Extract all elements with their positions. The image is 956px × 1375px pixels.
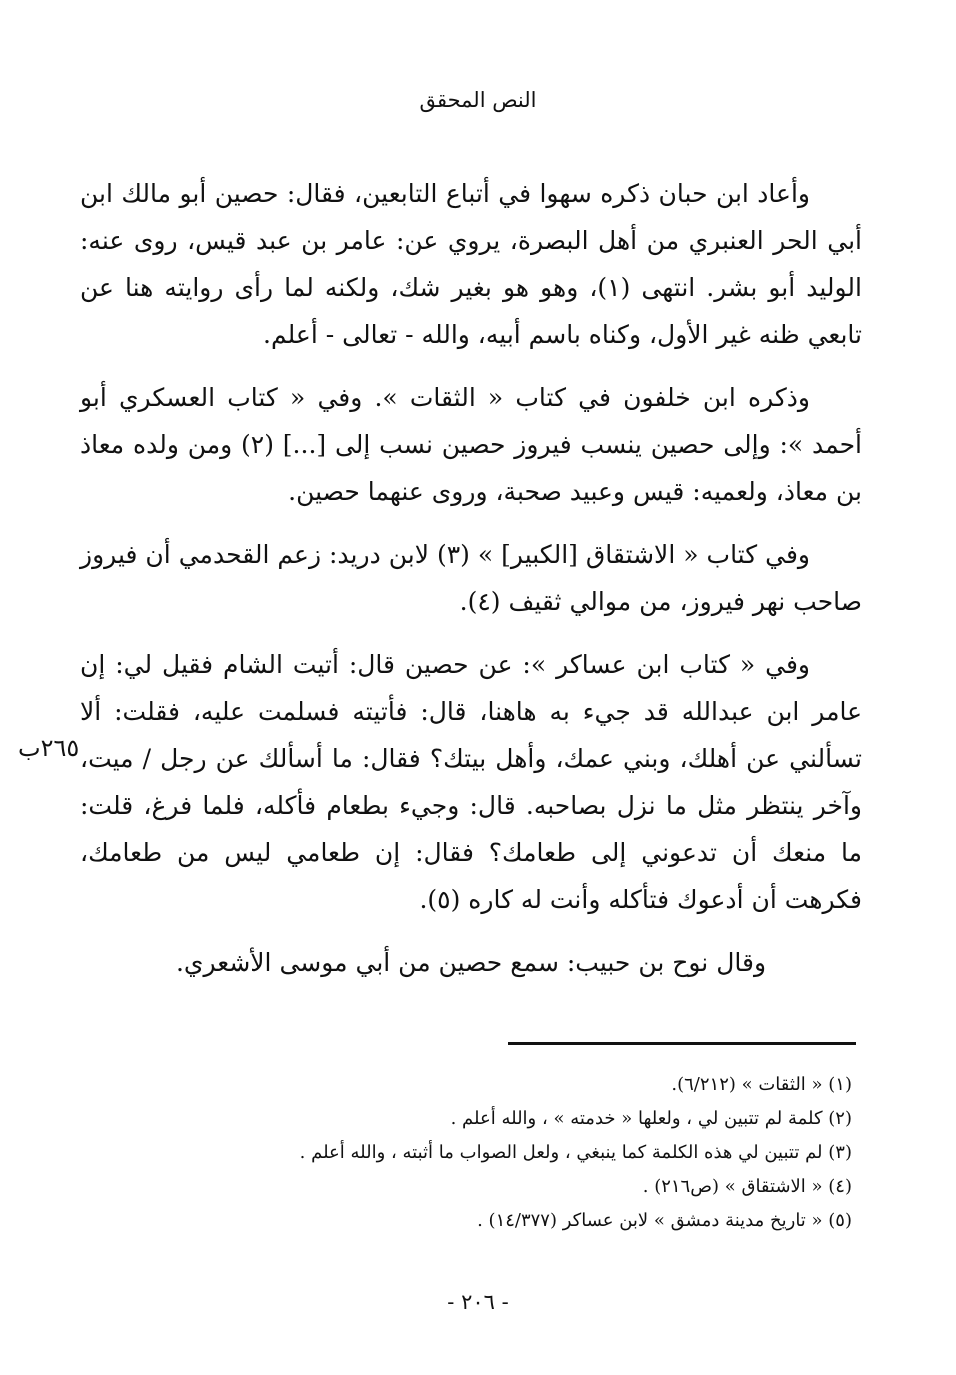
footnote-3: (٣) لم تتبين لي هذه الكلمة كما ينبغي ، ولعل الصواب ما أثبته ، والله أعلم . xyxy=(299,1142,852,1163)
paragraph-ibn-hibban: وأعاد ابن حبان ذكره سهوا في أتباع التابعين، فقال: حصين أبو مالك ابن أبي الحر العنبري من أهل البصرة، يروي عن: عامر بن عبد قيس، روى عنه: الوليد أبو بشر. انتهى (١)، وهو هو بغير شك، ولكنه لما رأى روايته هنا عن تابعي ظنه غير الأول، وكناه باسم أبيه، والله - تعالى - أعلم. xyxy=(80,179,862,349)
paragraph-ibn-asakir: وفي « كتاب ابن عساكر »: عن حصين قال: أتيت الشام فقيل لي: إن عامر ابن عبدالله قد جيء به هاهنا، قال: فأتيته فسلمت عليه، فقلت: ألا تسألني عن أهلك، وبني عمك، وأهل بيتك؟ فقال: ما أسألك عن رجل / ميت، وآخر ينتظر مثل ما نزل بصاحبه. قال: وجيء بطعام فأكله، فلما فرغ، قلت: ما منعك أن تدعوني إلى طعامك؟ فقال: إن طعامي ليس من طعامك، فكرهت أن أدعوك فتأكله وأنت له كاره (٥). xyxy=(80,650,862,914)
footnotes xyxy=(160,1068,852,1238)
running-head: النص المحقق xyxy=(419,88,537,112)
footnote-1: (١) « الثقات » (٦/٢١٢). xyxy=(671,1074,852,1095)
manuscript-folio-marker: ٢٦٥ب xyxy=(18,734,80,762)
footnote-5: (٥) « تاريخ مدينة دمشق » لابن عساكر (١٤/٣٧٧) . xyxy=(477,1210,852,1231)
footnote-2: (٢) كلمة لم تتبين لي ، ولعلها « خدمته » ، والله أعلم . xyxy=(450,1108,852,1129)
footnote-separator xyxy=(508,1042,856,1045)
footnote-4: (٤) « الاشتقاق » (ص٢١٦) . xyxy=(642,1176,852,1197)
paragraph-ishtiqaq: وفي كتاب « الاشتقاق [الكبير] » (٣) لابن دريد: زعم القحدمي أن فيروز صاحب نهر فيروز، من موالي ثقيف (٤). xyxy=(80,540,862,616)
page-number: - ٢٠٦ - xyxy=(447,1290,509,1314)
paragraph-nuh-ibn-habib: وقال نوح بن حبيب: سمع حصين من أبي موسى الأشعري. xyxy=(175,948,767,977)
paragraph-ibn-khalfun: وذكره ابن خلفون في كتاب « الثقات ». وفي « كتاب العسكري أبو أحمد »: وإلى حصين ينسب فيروز حصين نسب إلى [...] (٢) ومن ولده معاذ بن معاذ، ولعميه: قيس وعبيد صحبة، وروى عنهما حصين. xyxy=(80,383,862,506)
main-text xyxy=(80,170,862,1002)
